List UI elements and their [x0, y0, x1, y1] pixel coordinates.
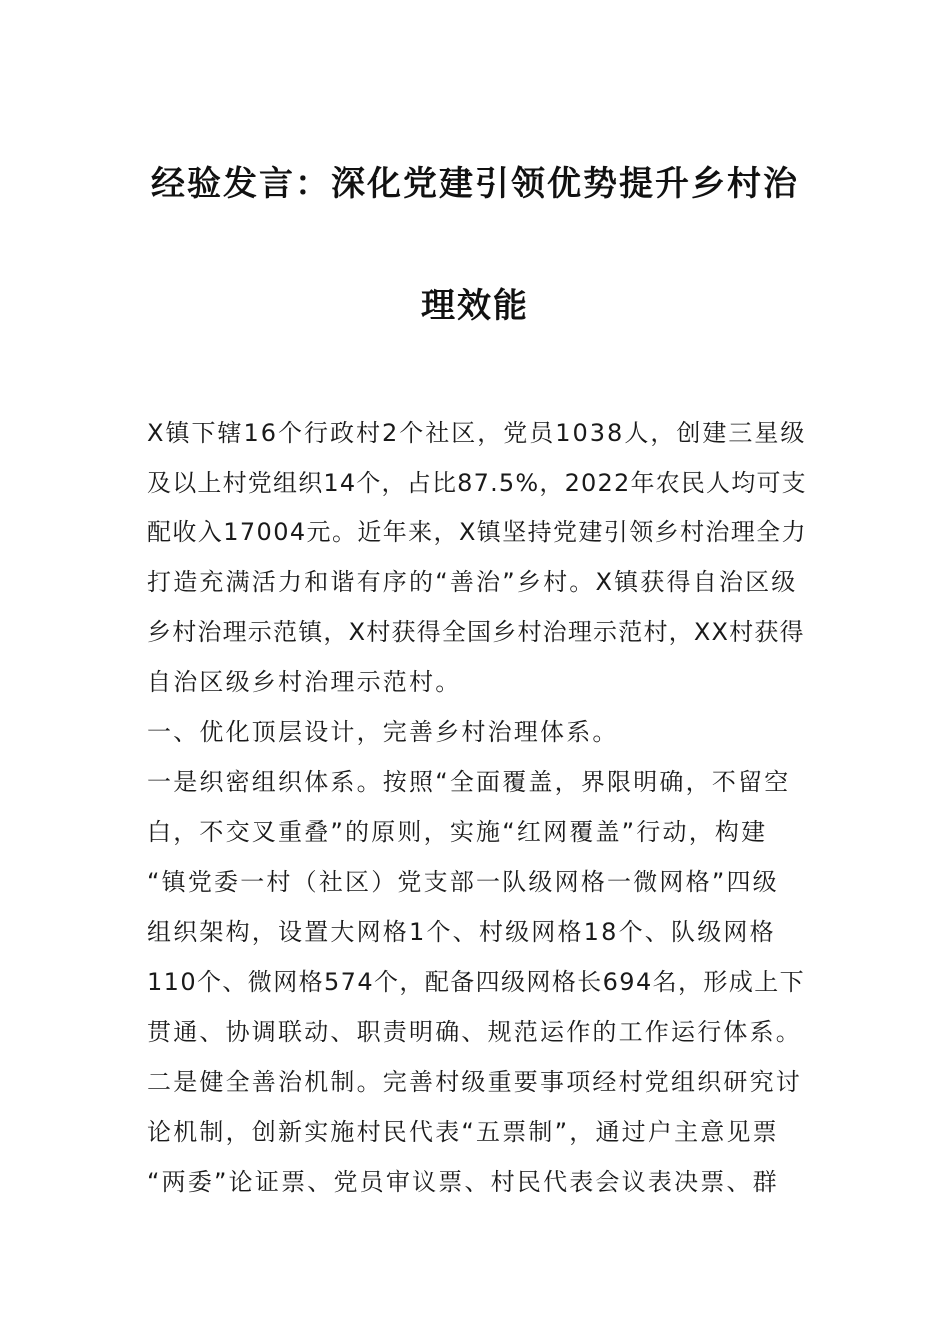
body-paragraph-line: “两委”论证票、党员审议票、村民代表会议表决票、群: [147, 1168, 779, 1196]
body-paragraph-line: 配收入17004元。近年来，X镇坚持党建引领乡村治理全力: [147, 518, 807, 546]
body-paragraph-line: 及以上村党组织14个，占比87.5%，2022年农民人均可支: [147, 469, 807, 497]
body-paragraph-line: 白，不交叉重叠”的原则，实施“红网覆盖”行动，构建: [147, 818, 768, 846]
body-paragraph-line: 贯通、协调联动、职责明确、规范运作的工作运行体系。: [147, 1018, 802, 1046]
body-paragraph-line: 自治区级乡村治理示范村。: [147, 668, 462, 696]
body-paragraph-line: 110个、微网格574个，配备四级网格长694名，形成上下: [147, 968, 806, 996]
body-paragraph-line: 论机制，创新实施村民代表“五票制”，通过户主意见票: [147, 1118, 779, 1146]
document-title-line-2: 理效能: [421, 286, 529, 326]
document-title-line-1: 经验发言：深化党建引领优势提升乡村治: [151, 164, 799, 204]
body-paragraph-line: X镇下辖16个行政村2个社区，党员1038人，创建三星级: [147, 419, 807, 447]
body-paragraph-line: “镇党委一村（社区）党支部一队级网格一微网格”四级: [147, 868, 779, 896]
body-paragraph-line: 组织架构，设置大网格1个、村级网格18个、队级网格: [147, 918, 776, 946]
body-paragraph-line: 二是健全善治机制。完善村级重要事项经村党组织研究讨: [147, 1068, 802, 1096]
body-paragraph-line: 乡村治理示范镇，X村获得全国乡村治理示范村，XX村获得: [147, 618, 805, 646]
body-paragraph-line: 打造充满活力和谐有序的“善治”乡村。X镇获得自治区级: [147, 568, 798, 596]
body-paragraph-line: 一是织密组织体系。按照“全面覆盖，界限明确，不留空: [147, 768, 791, 796]
section-heading: 一、优化顶层设计，完善乡村治理体系。: [147, 718, 619, 746]
